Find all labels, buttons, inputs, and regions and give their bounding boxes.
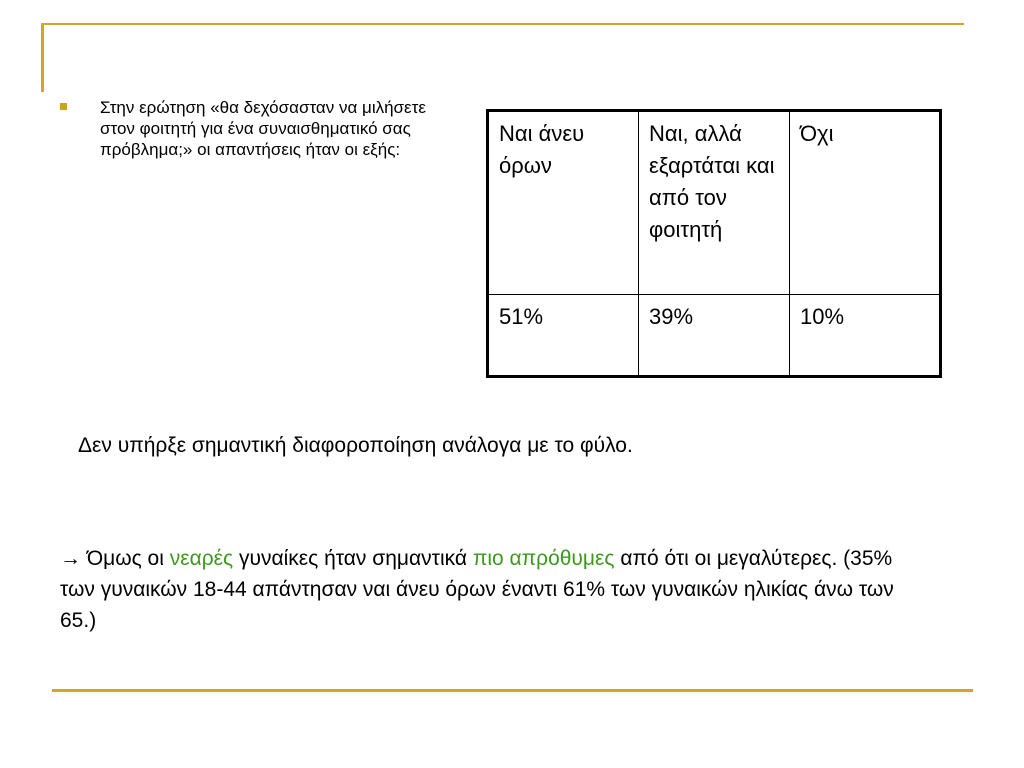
intro-bullet — [60, 97, 450, 160]
survey-results-table — [486, 109, 942, 378]
arrow-icon: → — [60, 547, 81, 570]
header-cell-no: Όχι — [790, 111, 941, 295]
para-text-2: γυναίκες ήταν σημαντικά — [233, 547, 473, 570]
header-cell-yes-depends: Ναι, αλλά εξαρτάται και από τον φοιτητή — [639, 111, 790, 295]
gender-note: Δεν υπήρξε σημαντική διαφοροποίηση ανάλογα με το φύλο. — [78, 434, 633, 457]
table-header-row — [488, 111, 941, 295]
intro-text: Στην ερώτηση «θα δεχόσασταν να μιλήσετε στον φοιτητή για ένα συναισθηματικό σας πρόβλημα;» οι απαντήσεις ήταν οι εξής: — [100, 98, 426, 159]
value-cell-no: 10% — [790, 295, 941, 377]
highlight-reluctant: πιο απρόθυμες — [472, 547, 615, 570]
age-finding-paragraph — [60, 543, 900, 636]
decorative-bottom-line — [52, 689, 973, 692]
para-text-3: από ότι οι μεγαλύτερες. (35% των γυναικών 18-44 απάντησαν ναι άνευ όρων έναντι 61% των γυναικών ηλικίας άνω των 65.) — [60, 547, 894, 632]
value-cell-yes-depends: 39% — [639, 295, 790, 377]
table-value-row — [488, 295, 941, 377]
highlight-young: νεαρές — [169, 547, 234, 570]
bullet-square-icon — [60, 103, 67, 110]
para-text-1: Όμως οι — [81, 547, 170, 570]
value-cell-yes-unconditional: 51% — [488, 295, 639, 377]
decorative-vertical-line — [41, 23, 44, 92]
decorative-top-line — [44, 23, 964, 25]
header-cell-yes-unconditional: Ναι άνευ όρων — [488, 111, 639, 295]
